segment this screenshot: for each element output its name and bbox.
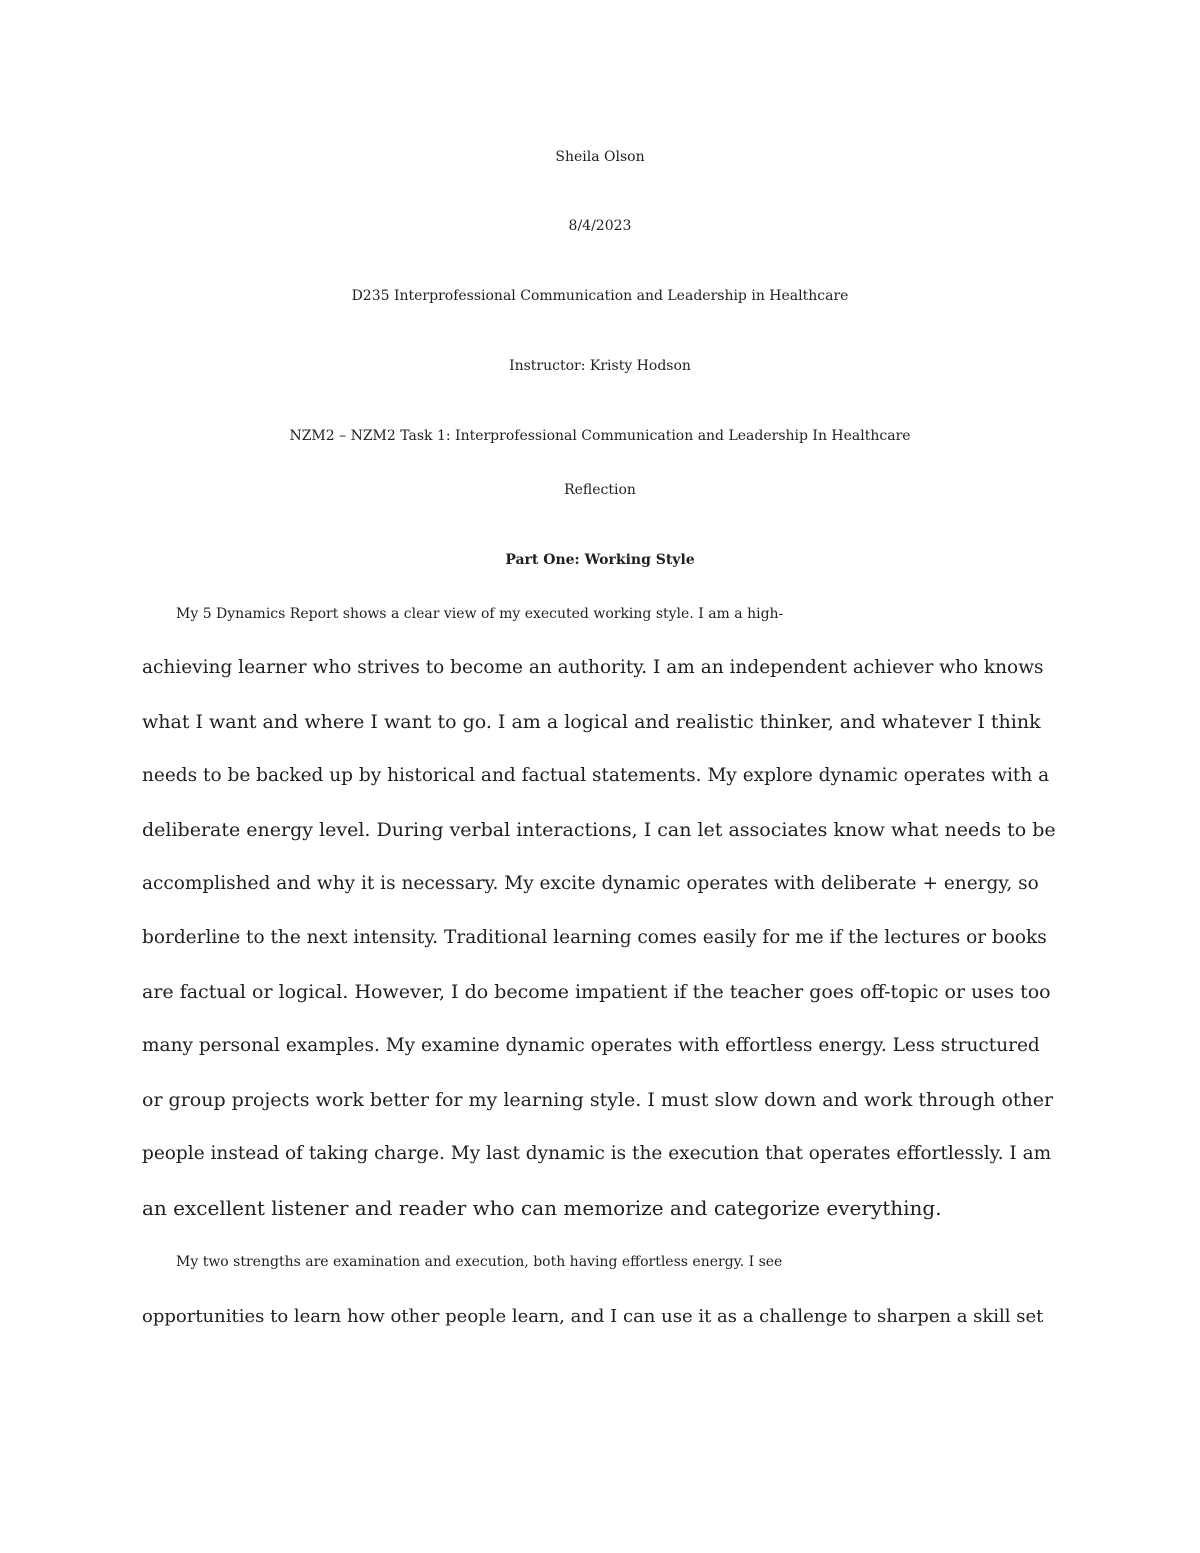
paragraph-line: what I want and where I want to go. I am a logical and realistic thinker, and whatever I think	[142, 711, 1041, 733]
paragraph-line: My two strengths are examination and execution, both having effortless energy. I see	[176, 1254, 783, 1270]
paragraph-line: many personal examples. My examine dynamic operates with effortless energy. Less structured	[142, 1035, 1040, 1056]
instructor-name: Instructor: Kristy Hodson	[509, 358, 691, 374]
paragraph-line: people instead of taking charge. My last dynamic is the execution that operates effortlessly. I am	[142, 1143, 1052, 1164]
author-name: Sheila Olson	[555, 149, 645, 165]
paragraph-line: needs to be backed up by historical and factual statements. My explore dynamic operates with a	[142, 765, 1050, 786]
paragraph-line: achieving learner who strives to become an authority. I am an independent achiever who knows	[142, 657, 1044, 678]
paragraph-line: borderline to the next intensity. Traditional learning comes easily for me if the lectures or books	[142, 927, 1047, 948]
task-title-line-1: NZM2 – NZM2 Task 1: Interprofessional Communication and Leadership In Healthcare	[289, 428, 911, 444]
paragraph-line: an excellent listener and reader who can memorize and categorize everything.	[142, 1196, 942, 1220]
task-title-line-2: Reflection	[564, 482, 636, 498]
paragraph-line: accomplished and why it is necessary. My excite dynamic operates with deliberate + energy, so	[142, 873, 1039, 894]
paragraph-line: are factual or logical. However, I do become impatient if the teacher goes off-topic or uses too	[142, 981, 1051, 1003]
section-heading: Part One: Working Style	[505, 552, 695, 568]
submission-date: 8/4/2023	[568, 218, 632, 234]
paragraph-line: or group projects work better for my learning style. I must slow down and work through other	[142, 1089, 1054, 1111]
paragraph-line: opportunities to learn how other people learn, and I can use it as a challenge to sharpen a skill set	[142, 1306, 1044, 1327]
paragraph-line: deliberate energy level. During verbal interactions, I can let associates know what needs to be	[142, 819, 1056, 841]
paragraph-line: My 5 Dynamics Report shows a clear view of my executed working style. I am a high-	[176, 606, 784, 622]
course-title: D235 Interprofessional Communication and Leadership in Healthcare	[351, 288, 849, 304]
